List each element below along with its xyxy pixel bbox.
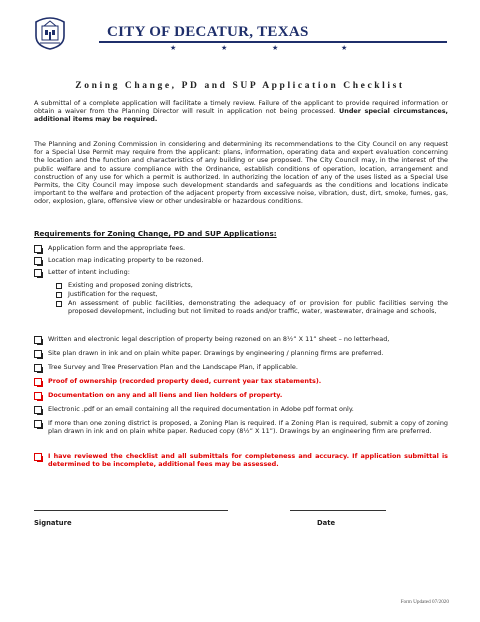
star-row xyxy=(0,44,480,54)
intro-bold-text: Under special circumstances, additional items may be required. xyxy=(34,107,448,124)
checkbox-icon[interactable] xyxy=(34,257,42,265)
form-updated-footer: Form Updated 07/2020 xyxy=(400,599,449,605)
checklist-item-label: Tree Survey and Tree Preservation Plan and the Landscape Plan, if applicable. xyxy=(48,363,298,371)
sub-checkbox-icon[interactable] xyxy=(56,283,62,289)
checklist-item-label: Location map indicating property to be rezoned. xyxy=(48,256,204,264)
checkbox-icon[interactable] xyxy=(34,245,42,253)
checklist-item-label: Application form and the appropriate fees. xyxy=(48,244,185,252)
checkbox-icon[interactable] xyxy=(34,420,42,428)
sub-checkbox-icon[interactable] xyxy=(56,292,62,298)
title-divider xyxy=(99,41,447,43)
sub-item-label: Existing and proposed zoning districts, xyxy=(68,281,193,289)
signature-label: Signature xyxy=(34,519,72,527)
sub-item-label: Justification for the request, xyxy=(68,290,158,298)
checklist-item-label: Site plan drawn in ink and on plain white paper. Drawings by engineering / planning firms are preferred. xyxy=(48,349,384,357)
star-icon: ★ xyxy=(272,44,279,52)
checkbox-icon[interactable] xyxy=(34,336,42,344)
checklist-item-label: Letter of intent including: xyxy=(48,268,130,276)
checkbox-icon[interactable] xyxy=(34,392,42,400)
checklist-item-label: Documentation on any and all liens and lien holders of property. xyxy=(48,391,283,399)
checkbox-icon[interactable] xyxy=(34,269,42,277)
star-icon: ★ xyxy=(170,44,177,52)
checkbox-icon[interactable] xyxy=(34,378,42,386)
checklist-item-label: If more than one zoning district is proposed, a Zoning Plan is required. If a Zoning Plan is required, submit a copy of zoning plan drawn in ink and on plain white paper. Reduced copy (8½” X 11”). Drawings by an engineering firm are preferred. xyxy=(48,419,448,436)
signature-line[interactable] xyxy=(34,510,228,511)
checklist-item-label: Proof of ownership (recorded property deed, current year tax statements). xyxy=(48,377,322,385)
sub-checkbox-icon[interactable] xyxy=(56,301,62,307)
checkbox-icon[interactable] xyxy=(34,453,42,461)
city-title: CITY OF DECATUR, TEXAS xyxy=(107,24,309,40)
checkbox-icon[interactable] xyxy=(34,406,42,414)
checkbox-icon[interactable] xyxy=(34,364,42,372)
sub-item-label: An assessment of public facilities, demonstrating the adequacy of or provision for public facilities serving the proposed development, including but not limited to roads and/or traffic, water, wastewater, drainage and schools, xyxy=(68,299,448,316)
checklist-item-label: Electronic .pdf or an email containing all the required documentation in Adobe pdf format only. xyxy=(48,405,354,413)
requirements-heading: Requirements for Zoning Change, PD and SUP Applications: xyxy=(34,229,277,238)
star-icon: ★ xyxy=(221,44,228,52)
intro-text: A submittal of a complete application will facilitate a timely review. Failure of the applicant to provide required information or obtain a waiver from the Planning Director will result in application not being processed. xyxy=(34,99,448,116)
star-icon: ★ xyxy=(341,44,348,52)
sup-paragraph: The Planning and Zoning Commission in considering and determining its recommendations to the City Council on any request for a Special Use Permit may require from the applicant: plans, information, operating data and expert evaluation concerning the location and the function and characteristics of any building or use proposed. The City Council may, in the interest of the public welfare and to assure compliance with the Ordinance, establish conditions of operation, location, arrangement and construction of any use for which a permit is authorized. In authorizing the location of any of the uses listed as a Special Use Permits, the City Council may impose such development standards and safeguards as the conditions and locations indicate important to the welfare and protection of the adjacent property from excessive noise, vibration, dust, dirt, smoke, fumes, gas, odor, explosion, glare, offensive view or other undesirable or hazardous conditions. xyxy=(34,140,448,206)
checkbox-icon[interactable] xyxy=(34,350,42,358)
date-label: Date xyxy=(317,519,336,527)
date-line[interactable] xyxy=(290,510,386,511)
checklist-item-label: I have reviewed the checklist and all submittals for completeness and accuracy. If application submittal is determined to be incomplete, additional fees may be assessed. xyxy=(48,452,448,469)
document-title: Zoning Change, PD and SUP Application Checklist xyxy=(75,81,405,91)
intro-paragraph xyxy=(34,99,448,124)
checklist-item-label: Written and electronic legal description of property being rezoned on an 8½” X 11” sheet – no letterhead, xyxy=(48,335,390,343)
